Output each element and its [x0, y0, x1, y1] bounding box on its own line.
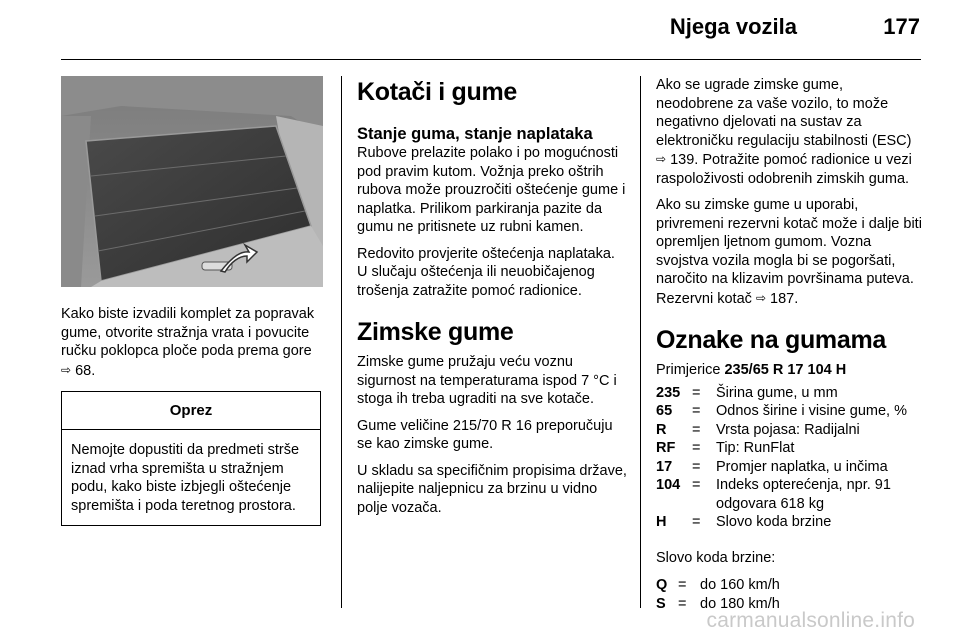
reference-arrow-icon: ⇨	[755, 290, 766, 305]
equals-cell: =	[692, 514, 701, 530]
column-2	[357, 76, 627, 525]
column-3	[656, 76, 924, 613]
code-cell: H	[656, 514, 667, 530]
code-cell: S	[656, 595, 666, 612]
tyre-code-row	[656, 513, 924, 532]
description-cell: Širina gume, u mm	[716, 384, 838, 401]
trunk-floor-illustration	[61, 76, 323, 287]
description-cell: Tip: RunFlat	[716, 440, 795, 456]
description-cell: Indeks opterećenja, npr. 91 odgovara 618 kg	[716, 477, 891, 512]
watermark-text: carmanualsonline.info	[706, 609, 915, 632]
tyre-code-table	[656, 384, 924, 532]
equals-cell: =	[678, 595, 687, 612]
equals-cell: =	[692, 384, 701, 401]
tyre-code-row	[656, 458, 924, 477]
code-cell: 104	[656, 477, 681, 493]
page-header-title: Njega vozila	[669, 14, 797, 39]
code-cell: 17	[656, 458, 673, 475]
equals-cell: =	[692, 421, 701, 438]
column-divider-left	[341, 76, 342, 608]
paragraph-esc: Ako se ugrade zimske gume, neodobrene za vaše vozilo, to može negativno djelovati na sustav za elektroničku regulaciju stabilnosti (ESC) ⇨ 139. Potražite pomoć radionice u vezi raspoloživosti odobrenih zimskih guma.	[656, 77, 912, 187]
page-number: 177	[883, 14, 920, 39]
trunk-floor-figure	[61, 76, 323, 287]
tyre-code-row	[656, 384, 924, 403]
section-title-winter-tyres: Zimske gume	[357, 318, 514, 346]
description-cell: Odnos širine i visine gume, %	[716, 403, 907, 419]
paragraph-speed-sticker: U skladu sa specifičnim propisima države, nalijepite naljepnicu za brzinu u vidno polje vozača.	[357, 462, 627, 516]
caution-title: Oprez	[62, 392, 320, 430]
example-line: Primjerice 235/65 R 17 104 H	[656, 362, 847, 378]
code-cell: 65	[656, 403, 673, 419]
paragraph-winter-safety: Zimske gume pružaju veću voznu sigurnost na temperaturama ispod 7 °C i stoga ih treba ugraditi na sve kotače.	[357, 354, 617, 407]
equals-cell: =	[692, 477, 701, 493]
caution-body: Nemojte dopustiti da predmeti strše iznad vrha spremišta u stražnjem podu, kako biste izbjegli oštećenje spremišta i poda teretnog prostora.	[71, 442, 300, 514]
section-title-tyre-designations: Oznake na gumama	[656, 326, 887, 354]
paragraph-winter-size: Gume veličine 215/70 R 16 preporučuju se kao zimske gume.	[357, 417, 613, 452]
description-cell: do 160 km/h	[700, 577, 780, 593]
speed-code-row	[656, 576, 780, 595]
equals-cell: =	[692, 458, 701, 475]
kit-removal-paragraph: Kako biste izvadili komplet za popravak gume, otvorite stražnja vrata i povucite ručku poklopca ploče poda prema gore ⇨ 68.	[61, 306, 315, 379]
equals-cell: =	[678, 577, 687, 593]
caution-box	[61, 391, 321, 526]
code-cell: R	[656, 421, 667, 438]
section-title-wheels-tyres: Kotači i gume	[357, 78, 518, 106]
paragraph-spare-wheel: Ako su zimske gume u uporabi, privremeni rezervni kotač može i dalje biti opremljen ljetnom gumom. Vozna svojstva vozila mogla bi se pogoršati, naročito na klizavim površinama puteva. Rezervni kotač ⇨ 187.	[656, 197, 922, 307]
column-1	[61, 76, 325, 526]
code-cell: 235	[656, 384, 681, 401]
paragraph-check-damage: Redovito provjerite oštećenja naplataka. U slučaju oštećenja ili neuobičajenog trošenja zatražite pomoć radionice.	[357, 245, 615, 299]
description-cell: Vrsta pojasa: Radijalni	[716, 421, 860, 438]
description-cell: Slovo koda brzine	[716, 514, 832, 530]
subheading-tyre-condition: Stanje guma, stanje naplataka	[357, 125, 593, 143]
description-cell: do 180 km/h	[700, 595, 780, 612]
header-rule	[61, 59, 921, 60]
speed-code-label: Slovo koda brzine:	[656, 549, 776, 566]
column-divider-right	[640, 76, 641, 608]
code-cell: RF	[656, 440, 676, 456]
equals-cell: =	[692, 440, 701, 456]
tyre-code-row	[656, 439, 924, 458]
paragraph-curbs: Rubove prelazite polako i po mogućnosti pod pravim kutom. Vožnja preko oštrih rubova može prouzročiti oštećenje gume i naplatka. Prilikom parkiranja pazite da gumu ne pritisnete uz rubni kamen.	[357, 145, 626, 235]
speed-code-table	[656, 576, 780, 613]
reference-arrow-icon: ⇨	[61, 362, 72, 377]
tyre-code-row	[656, 402, 924, 421]
code-cell: Q	[656, 577, 668, 593]
tyre-code-row	[656, 476, 924, 513]
reference-arrow-icon: ⇨	[656, 152, 667, 166]
description-cell: Promjer naplatka, u inčima	[716, 458, 888, 475]
tyre-code-row	[656, 421, 924, 440]
equals-cell: =	[692, 403, 701, 419]
